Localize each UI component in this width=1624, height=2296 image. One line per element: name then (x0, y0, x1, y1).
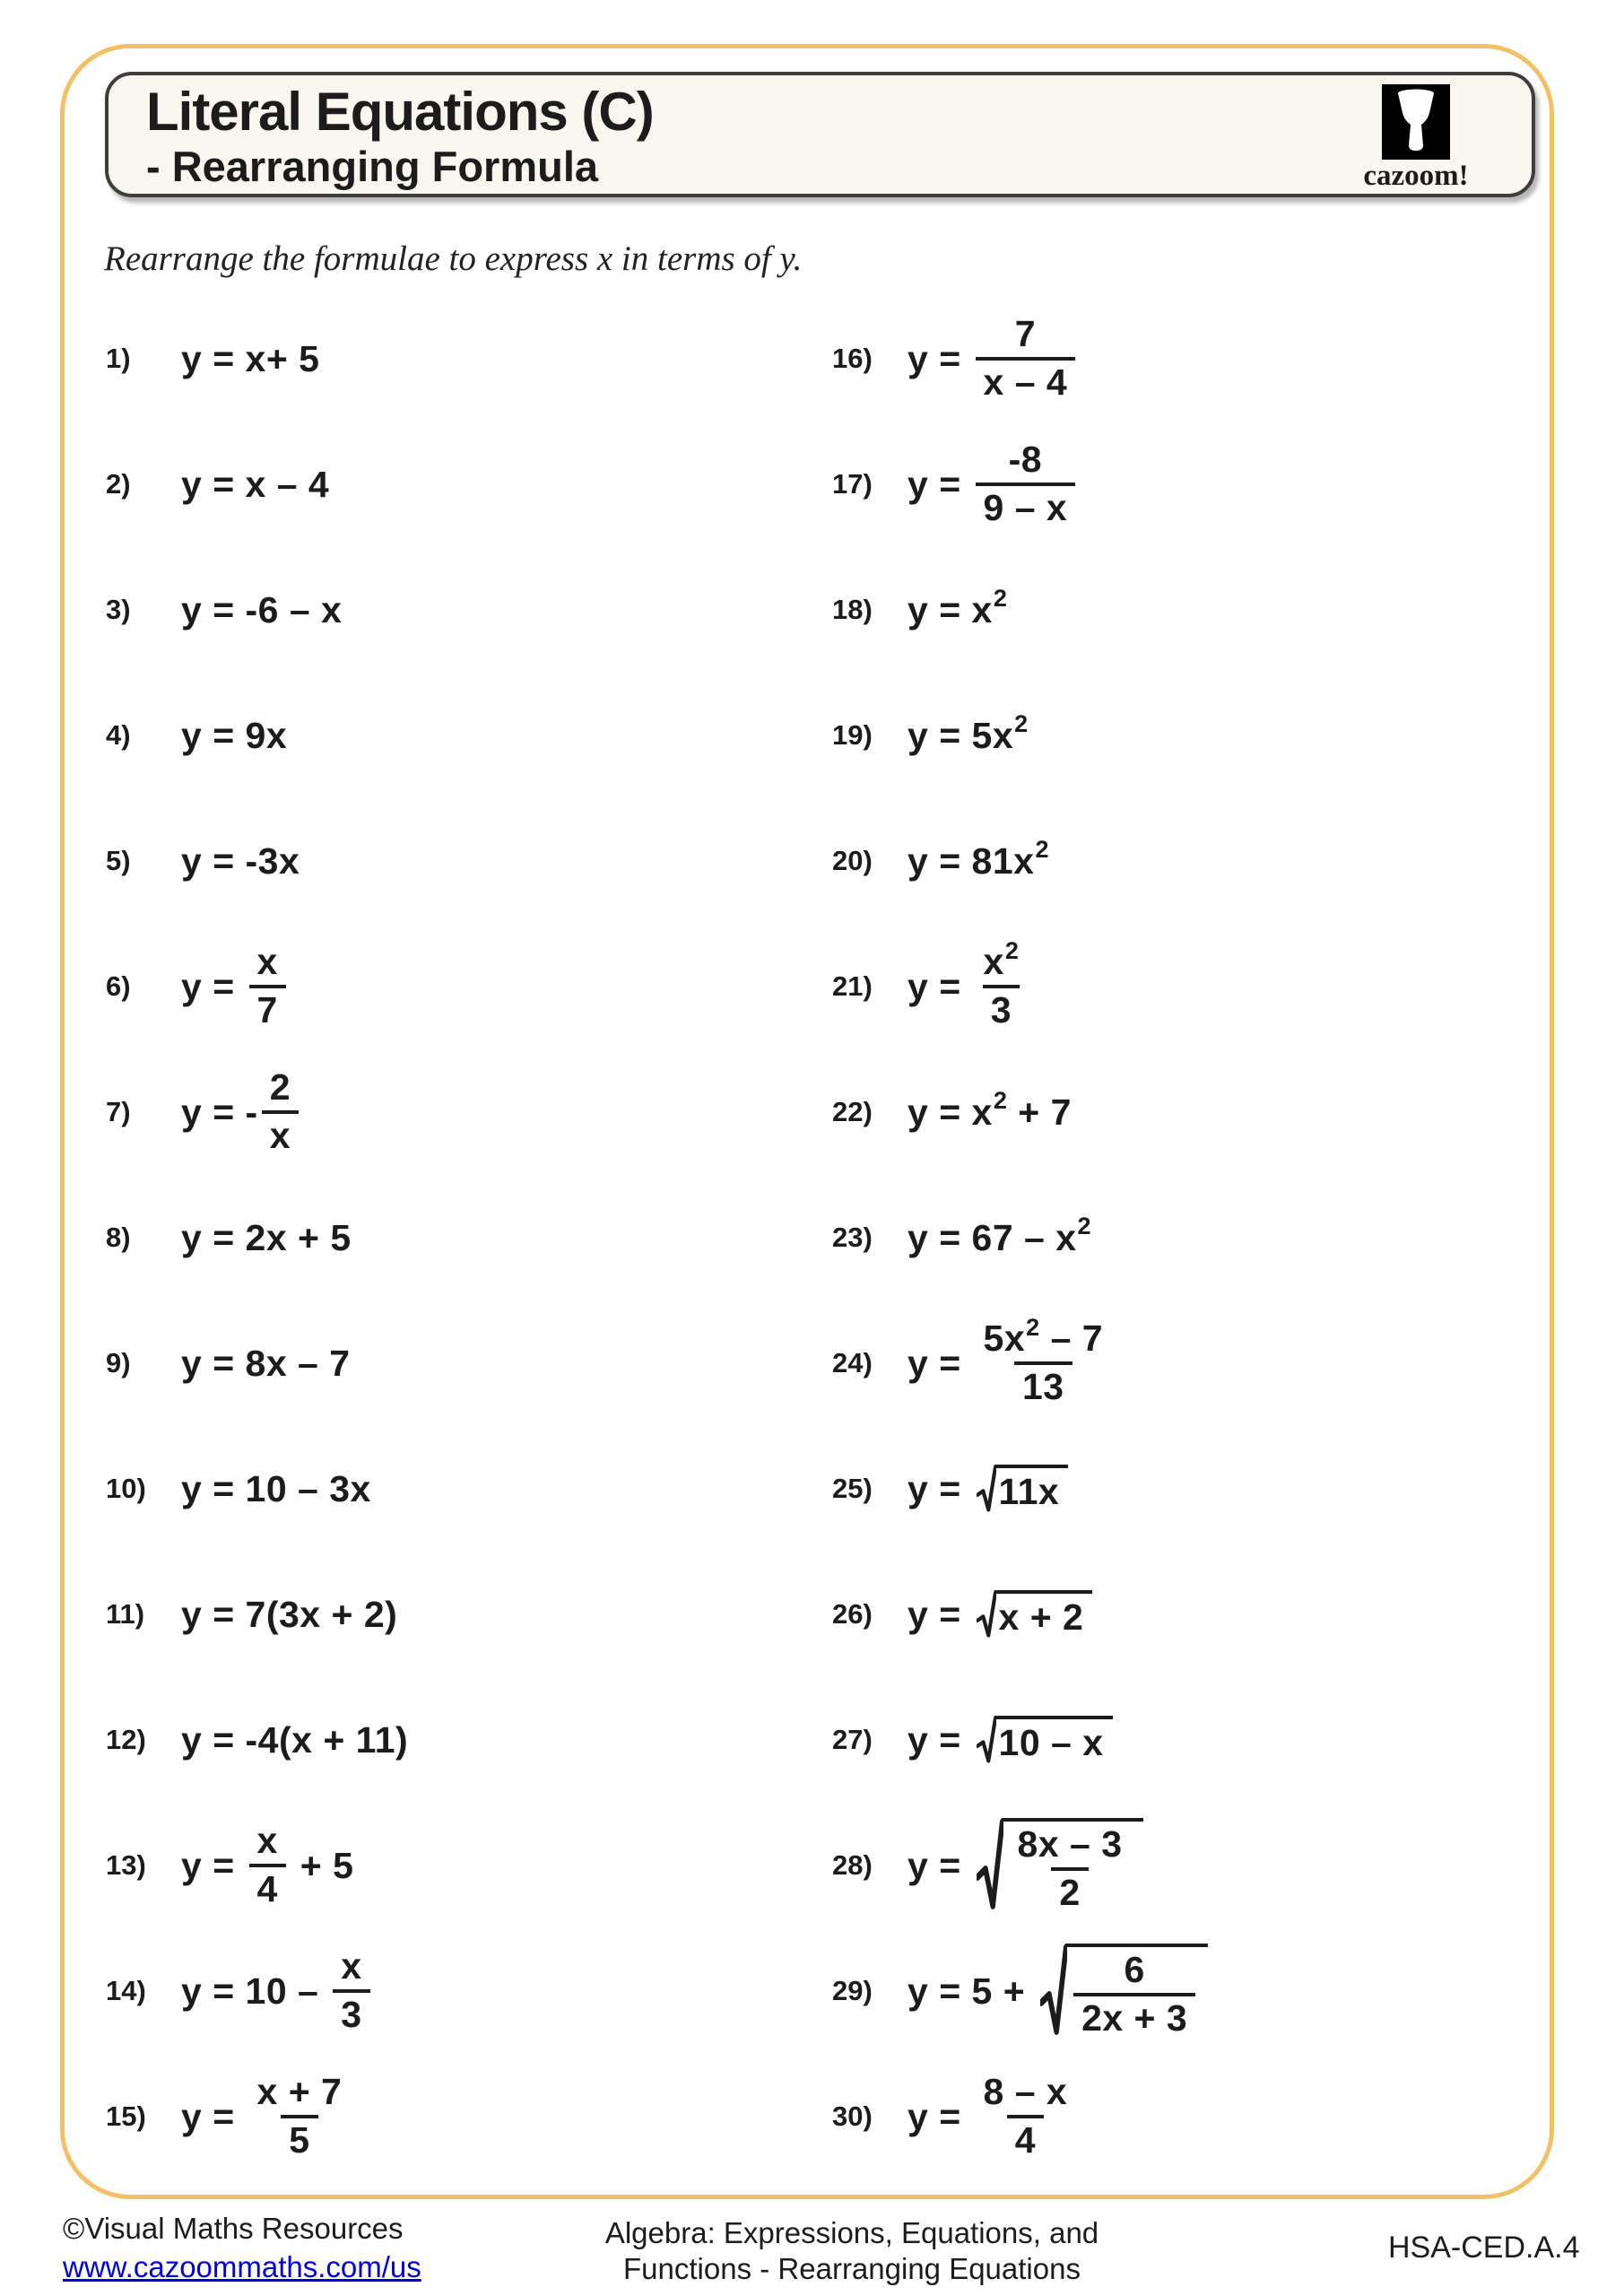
equation (908, 1465, 1068, 1514)
equation-text: – 7 (1039, 1318, 1104, 1360)
problem-number: 16) (832, 343, 873, 374)
problem-row (832, 1426, 1068, 1552)
numerator (1007, 314, 1044, 357)
numerator (333, 1946, 369, 1989)
problem-number: 15) (106, 2100, 146, 2132)
problem-row (106, 673, 287, 798)
equation (181, 338, 319, 380)
equation-text: x (256, 1820, 278, 1862)
equation (181, 715, 287, 757)
equation-text: y = - (181, 1091, 258, 1133)
equation (908, 2072, 1079, 2161)
equation (181, 1719, 408, 1761)
topic-line-2: Functions - Rearranging Equations (623, 2251, 1081, 2285)
problem-number: 25) (832, 1473, 873, 1504)
exponent: 2 (1035, 835, 1049, 863)
fraction (976, 2072, 1076, 2161)
problem-number: 29) (832, 1975, 873, 2006)
website-link[interactable]: www.cazoommaths.com/us (63, 2249, 421, 2283)
equation-text: x (341, 1945, 362, 1987)
problem-row (106, 547, 342, 673)
problem-row (832, 1175, 1091, 1300)
denominator (976, 483, 1076, 529)
equation (908, 1944, 1208, 2039)
problem-number: 12) (106, 1724, 146, 1755)
problem-row (832, 1677, 1113, 1803)
exponent: 2 (1077, 1212, 1092, 1239)
equation (181, 1946, 374, 2036)
equation-text: y = (181, 965, 246, 1007)
problem-number: 22) (832, 1096, 873, 1127)
problem-number: 30) (832, 2100, 873, 2132)
equation-text: y = 5 + (908, 1970, 1037, 2012)
problem-number: 9) (106, 1347, 131, 1378)
problem-number: 27) (832, 1724, 873, 1755)
fraction (1010, 1824, 1131, 1914)
square-root (1040, 1944, 1208, 2039)
equation-text: y = 7(3x + 2) (181, 1593, 398, 1635)
equation-text: y = -3x (181, 839, 300, 882)
page-subtitle: - Rearranging Formula (146, 143, 599, 190)
equation (908, 936, 1030, 1031)
equation (908, 1086, 1072, 1134)
equation-text: + 7 (1007, 1091, 1072, 1133)
denominator (976, 357, 1076, 404)
equation (181, 1067, 302, 1157)
problem-row (832, 1300, 1115, 1426)
square-root (977, 1465, 1069, 1514)
equation-text: y = (181, 1844, 246, 1886)
problem-row (106, 798, 300, 924)
equation-text: 7 (1014, 313, 1037, 355)
problem-row (106, 1552, 397, 1677)
equation-text: y = 8x – 7 (181, 1342, 351, 1384)
numerator (976, 1313, 1112, 1361)
equation-text: + 5 (289, 1844, 354, 1886)
problem-number: 2) (106, 468, 131, 500)
problem-number: 8) (106, 1222, 131, 1253)
numerator (262, 1067, 299, 1110)
numerator (249, 942, 286, 985)
problem-row (832, 422, 1079, 547)
equation-text: 8 – x (983, 2071, 1068, 2113)
fraction (976, 439, 1076, 529)
problem-number: 1) (106, 343, 131, 374)
equation-text: y = x – 4 (181, 463, 330, 505)
problem-number: 24) (832, 1347, 873, 1378)
fraction (249, 942, 286, 1031)
equation-text: 2x + 3 (1081, 1996, 1188, 2039)
equation-text: 6 (1124, 1948, 1145, 1990)
standard-code: HSA-CED.A.4 (1388, 2231, 1580, 2265)
exponent: 2 (1026, 1313, 1040, 1341)
equation-text: 3 (990, 989, 1012, 1031)
numerator (249, 2072, 351, 2115)
equation (181, 2072, 353, 2161)
radical-icon (977, 1818, 1003, 1914)
numerator (249, 1821, 286, 1864)
equation-text: 3 (341, 1994, 362, 2035)
equation-text: y = (908, 1844, 972, 1886)
equation-text: x + 2 (998, 1596, 1084, 1638)
copyright-text: ©Visual Maths Resources (63, 2212, 404, 2245)
equation-text: 5 (289, 2119, 310, 2161)
equation-text: x + 7 (256, 2071, 343, 2113)
fraction (249, 1821, 286, 1910)
equation-text: y = (908, 337, 972, 379)
equation-text: y = -6 – x (181, 588, 343, 631)
equation-text: y = (908, 1342, 972, 1384)
equation (181, 840, 300, 883)
equation-text: 4 (1014, 2119, 1037, 2161)
problem-number: 19) (832, 719, 873, 751)
fraction (976, 936, 1028, 1031)
problem-row (106, 1677, 408, 1803)
problem-number: 13) (106, 1849, 146, 1881)
problem-row (832, 673, 1029, 798)
equation-text: y = 9x (181, 714, 288, 756)
radicand (1065, 1944, 1208, 2039)
fraction (333, 1946, 369, 2036)
equation-text: 10 – x (998, 1722, 1104, 1763)
radical-icon (977, 1716, 996, 1765)
numerator (976, 936, 1028, 985)
equation-text: y = x+ 5 (181, 337, 320, 379)
equation-text: y = x (908, 1091, 993, 1133)
numerator (976, 2072, 1076, 2115)
problem-row (106, 1928, 374, 2054)
equation (908, 584, 1008, 631)
denominator (1014, 1361, 1073, 1408)
equation-text: y = 2x + 5 (181, 1216, 352, 1258)
equation-text: 13 (1021, 1366, 1064, 1407)
problem-row (106, 296, 319, 422)
problem-row (106, 1049, 302, 1175)
equation-text: 7 (256, 989, 278, 1031)
equation-text: y = 10 – 3x (181, 1467, 371, 1509)
topic-line-1: Algebra: Expressions, Equations, and (604, 2216, 1099, 2249)
problem-number: 3) (106, 594, 131, 625)
radical-icon (977, 1590, 996, 1639)
equation-text: y = 67 – x (908, 1216, 1077, 1258)
radicand (994, 1716, 1113, 1765)
problem-row (832, 1049, 1072, 1175)
problem-row (106, 422, 329, 547)
problem-row (832, 798, 1049, 924)
equation-text: y = (908, 965, 972, 1007)
problem-number: 6) (106, 970, 131, 1002)
equation-text: x (269, 1115, 291, 1156)
equation (908, 1212, 1092, 1259)
denominator (249, 985, 286, 1031)
problem-number: 11) (106, 1598, 145, 1630)
denominator (1051, 1867, 1088, 1914)
equation-text: -8 (1008, 439, 1043, 481)
square-root (977, 1590, 1093, 1639)
problem-number: 20) (832, 845, 873, 876)
equation-text: 2 (269, 1066, 291, 1109)
problem-row (832, 1552, 1092, 1677)
equation-text: 5x (983, 1318, 1026, 1360)
square-root (977, 1716, 1113, 1765)
fraction (1073, 1950, 1195, 2039)
denominator (249, 1864, 286, 1910)
equation-text: y = -4(x + 11) (181, 1718, 409, 1761)
problem-number: 7) (106, 1096, 131, 1127)
equation-text: y = (908, 2095, 972, 2137)
equation-text: y = (908, 463, 972, 505)
fraction (976, 314, 1076, 404)
problem-row (106, 1300, 351, 1426)
equation-text: y = 5x (908, 714, 1014, 756)
equation-text: 11x (998, 1471, 1060, 1512)
equation-text: x (256, 941, 278, 983)
problem-number: 26) (832, 1598, 873, 1630)
problem-row (106, 924, 290, 1049)
equation-text: 8x – 3 (1017, 1822, 1123, 1865)
equation (181, 1343, 351, 1385)
problem-number: 10) (106, 1473, 146, 1504)
denominator (983, 985, 1020, 1031)
equation (908, 439, 1079, 529)
equation (181, 942, 290, 1031)
equation (181, 464, 329, 506)
problem-row (106, 1426, 371, 1552)
denominator (1007, 2115, 1044, 2161)
exponent: 2 (993, 1086, 1008, 1114)
equation-text: y = x (908, 588, 993, 631)
denominator (262, 1110, 299, 1157)
problem-row (106, 1175, 352, 1300)
equation (908, 314, 1079, 404)
problem-number: 14) (106, 1975, 146, 2006)
equation (908, 1590, 1092, 1639)
numerator (1001, 439, 1050, 483)
equation-text: y = 10 – (181, 1970, 330, 2012)
exponent: 2 (993, 584, 1008, 612)
equation-text: y = (908, 1593, 972, 1635)
instruction-text: Rearrange the formulae to express x in terms of y. (104, 239, 803, 278)
equation (181, 1217, 352, 1259)
equation-text: x (983, 941, 1004, 983)
fraction (262, 1067, 299, 1157)
radicand (994, 1465, 1069, 1514)
problem-row (832, 547, 1007, 673)
fraction (249, 2072, 351, 2161)
radical-icon (977, 1465, 996, 1514)
equation (181, 589, 342, 631)
radicand (994, 1590, 1093, 1639)
equation-text: y = (908, 1467, 972, 1509)
problem-number: 28) (832, 1849, 873, 1881)
page-title: Literal Equations (C) (146, 82, 654, 142)
equation-text: x – 4 (983, 361, 1068, 403)
problem-row (832, 1928, 1208, 2054)
equation (181, 1468, 371, 1510)
fraction (976, 1313, 1112, 1408)
equation (181, 1594, 397, 1636)
equation-text: 2 (1059, 1871, 1081, 1913)
problem-number: 18) (832, 594, 873, 625)
radical-icon (1040, 1944, 1067, 2039)
problem-row (106, 1803, 353, 1928)
denominator (333, 1989, 369, 2036)
equation-text: y = (908, 1718, 972, 1761)
equation (908, 835, 1049, 883)
problem-number: 17) (832, 468, 873, 500)
numerator (1116, 1950, 1152, 1993)
denominator (1073, 1993, 1195, 2039)
equation-text: y = 81x (908, 839, 1035, 882)
problem-number: 5) (106, 845, 131, 876)
equation (908, 1818, 1143, 1914)
problem-number: 23) (832, 1222, 873, 1253)
footer-topic (583, 2215, 1121, 2286)
problem-row (832, 296, 1079, 422)
equation-text: 9 – x (983, 487, 1068, 528)
logo-text: cazoom! (1363, 160, 1469, 192)
equation-text: y = (181, 2095, 246, 2137)
problem-row (106, 2054, 353, 2179)
problem-row (832, 1803, 1143, 1928)
footer-left (63, 2210, 421, 2287)
square-root (977, 1818, 1143, 1914)
problem-number: 21) (832, 970, 873, 1002)
problem-number: 4) (106, 719, 131, 751)
problem-row (832, 924, 1030, 1049)
equation (181, 1821, 353, 1910)
exponent: 2 (1004, 936, 1020, 964)
equation-text: 4 (256, 1868, 278, 1909)
numerator (1010, 1824, 1131, 1867)
denominator (281, 2115, 317, 2161)
radicand (1002, 1818, 1143, 1914)
equation (908, 709, 1029, 757)
equation (908, 1313, 1115, 1408)
exponent: 2 (1014, 709, 1029, 737)
problem-row (832, 2054, 1079, 2179)
equation (908, 1716, 1113, 1765)
